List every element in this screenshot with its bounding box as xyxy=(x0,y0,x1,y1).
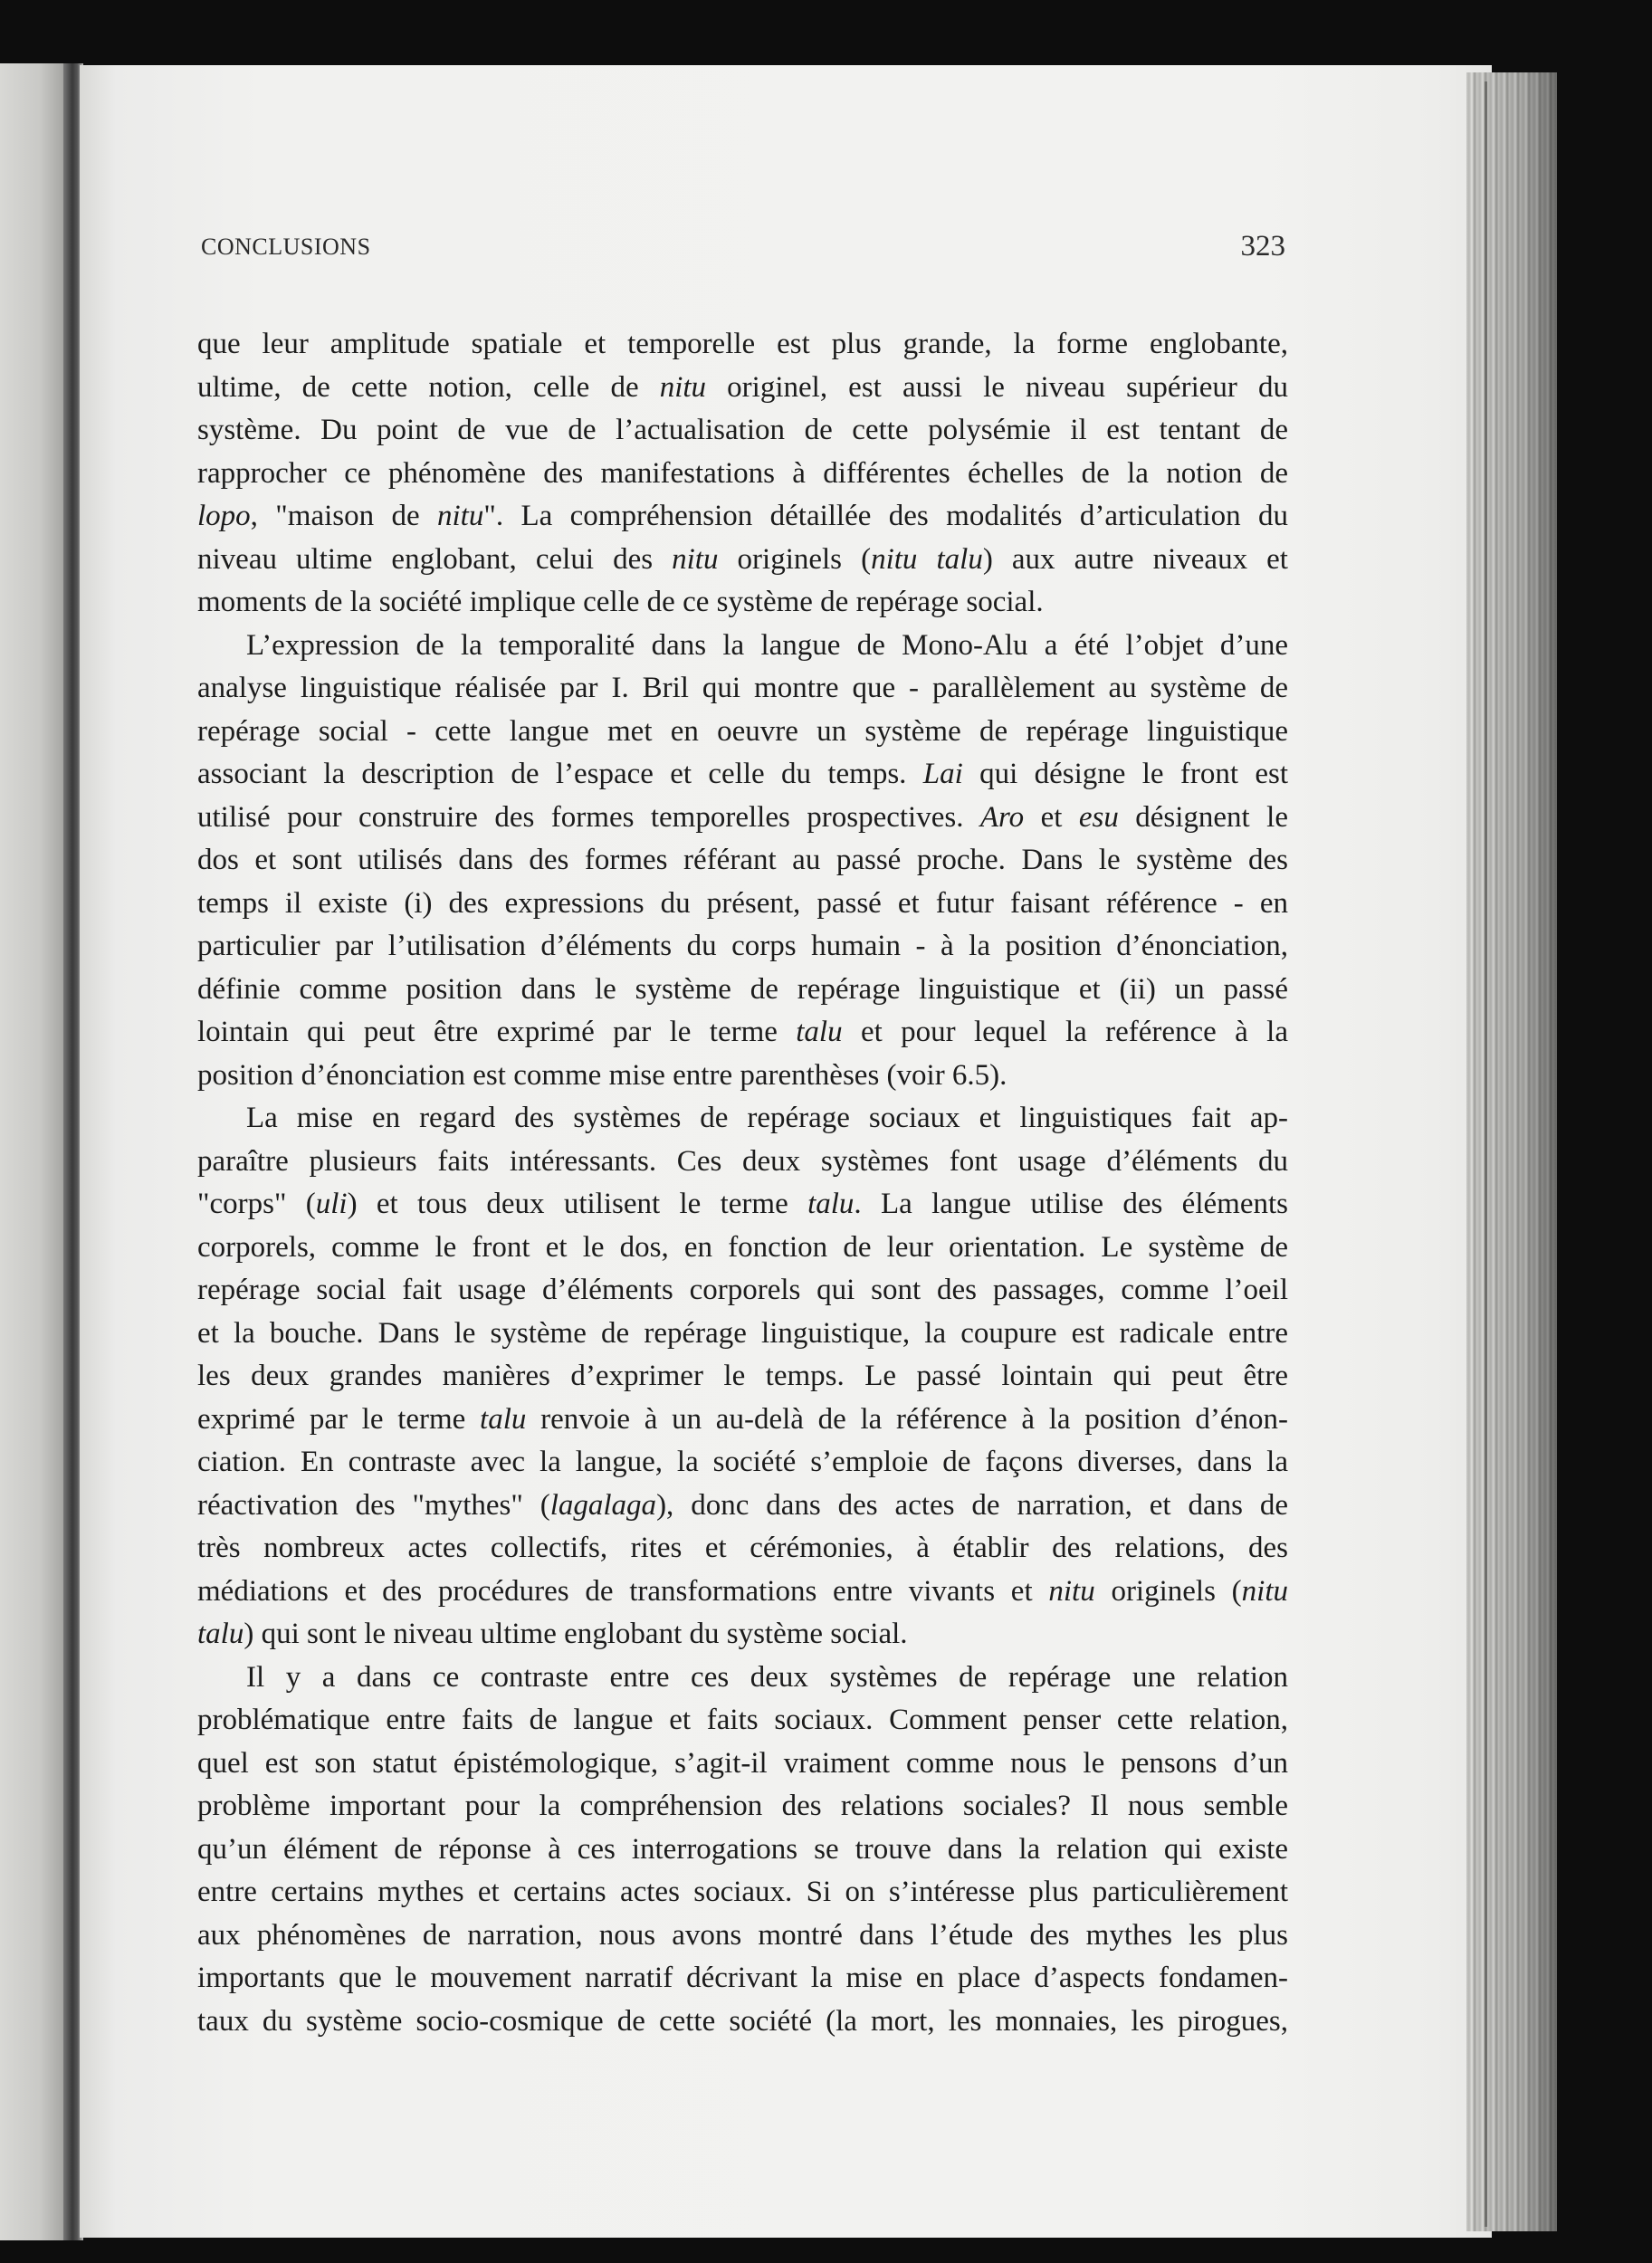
text-run: niveau ultime englobant, celui des xyxy=(197,542,673,576)
page-number: 323 xyxy=(1240,230,1285,263)
text-line xyxy=(197,753,1288,797)
text-line xyxy=(197,1055,1288,1098)
text-run: "corps" ( xyxy=(197,1188,316,1220)
italic-term: uli xyxy=(315,1188,348,1220)
text-run: exprimé par le terme xyxy=(197,1402,481,1436)
text-run: analyse linguistique réalisée par I. Bril qui montre que - parallèlement au système de xyxy=(197,672,1288,704)
text-run: aux phénomènes de narration, nous avons montré dans l’étude des mythes les plus xyxy=(197,1918,1288,1952)
text-run: associant la description de l’espace et celle du temps. xyxy=(197,758,923,790)
text-run: problématique entre faits de langue et faits sociaux. Comment penser cette relation, xyxy=(197,1704,1288,1736)
text-run: L’expression de la temporalité dans la langue de Mono-Alu a été l’objet d’une xyxy=(246,628,1288,662)
text-line xyxy=(197,667,1288,711)
text-line xyxy=(197,1657,1288,1700)
text-run: et xyxy=(1024,800,1079,834)
text-run: désignent le xyxy=(1118,800,1288,834)
text-line xyxy=(197,1441,1288,1485)
text-line xyxy=(197,1097,1288,1141)
text-run: problème important pour la compréhension des relations sociales? Il nous semble xyxy=(197,1790,1288,1822)
text-line xyxy=(197,625,1288,668)
text-line xyxy=(197,1183,1288,1227)
text-run: particulier par l’utilisation d’éléments du corps humain - à la position d’énonciation, xyxy=(197,930,1288,962)
text-run: médiations et des procédures de transformations entre vivants et xyxy=(197,1574,1049,1608)
text-run: utilisé pour construire des formes temporelles prospectives. xyxy=(197,800,980,834)
paragraph xyxy=(197,1097,1288,1657)
text-line xyxy=(197,1313,1288,1356)
text-line xyxy=(197,495,1288,539)
italic-term: lopo xyxy=(197,500,251,532)
text-run: système. Du point de vue de l’actualisation de cette polysémie il est tentant de xyxy=(197,414,1288,446)
italic-term: nitu xyxy=(437,500,484,532)
italic-term: nitu xyxy=(672,542,719,576)
text-run: ultime, de cette notion, celle de xyxy=(197,370,660,404)
text-run: et la bouche. Dans le système de repérage linguistique, la coupure est radicale entre xyxy=(197,1316,1288,1350)
text-line xyxy=(197,1785,1288,1829)
text-line xyxy=(197,883,1288,926)
text-line xyxy=(197,323,1288,367)
facing-page-edge xyxy=(0,63,72,2240)
italic-term: nitu xyxy=(1048,1574,1095,1608)
text-run: originel, est aussi le niveau supérieur du xyxy=(706,370,1288,404)
text-run: ), donc dans des actes de narration, et dans de xyxy=(656,1488,1288,1522)
text-line xyxy=(197,969,1288,1012)
text-line xyxy=(197,1485,1288,1528)
italic-term: nitu xyxy=(659,370,707,404)
text-run: qu’un élément de réponse à ces interrogations se trouve dans la relation qui existe xyxy=(197,1832,1288,1866)
text-run: réactivation des "mythes" ( xyxy=(197,1488,550,1522)
text-run: originels ( xyxy=(718,542,872,576)
text-line xyxy=(197,581,1288,625)
italic-term: talu xyxy=(197,1618,244,1650)
text-run: La mise en regard des systèmes de repérage sociaux et linguistiques fait ap- xyxy=(246,1102,1288,1134)
text-run: corporels, comme le front et le dos, en fonction de leur orientation. Le système de xyxy=(197,1230,1288,1264)
text-line xyxy=(197,1699,1288,1743)
text-run: ciation. En contraste avec la langue, la société s’emploie de façons diverses, dans la xyxy=(197,1446,1288,1478)
italic-term: talu xyxy=(807,1188,855,1220)
text-line xyxy=(197,711,1288,754)
text-run: les deux grandes manières d’exprimer le temps. Le passé lointain qui peut être xyxy=(197,1360,1288,1392)
italic-term: nitu talu xyxy=(871,542,983,576)
text-run: et pour lequel la reférence à la xyxy=(842,1016,1288,1048)
text-run: ) aux autre niveaux et xyxy=(982,542,1288,576)
page-stack-edges xyxy=(1466,72,1557,2231)
italic-term: Lai xyxy=(922,758,963,790)
text-line xyxy=(197,1957,1288,2000)
italic-term: lagalaga xyxy=(549,1488,657,1522)
text-line xyxy=(197,839,1288,883)
paragraph xyxy=(197,323,1288,625)
text-run: position d’énonciation est comme mise entre parenthèses (voir 6.5). xyxy=(197,1058,1007,1092)
text-line xyxy=(197,1743,1288,1786)
text-line xyxy=(197,1527,1288,1571)
text-line xyxy=(197,1399,1288,1442)
page-edge-shadow xyxy=(1485,81,1487,2227)
italic-term: talu xyxy=(796,1016,843,1048)
body-text xyxy=(197,323,1288,2043)
text-run: repérage social - cette langue met en oeuvre un système de repérage linguistique xyxy=(197,714,1288,748)
text-line xyxy=(197,797,1288,840)
text-run: entre certains mythes et certains actes sociaux. Si on s’intéresse plus particulièrement xyxy=(197,1876,1288,1908)
text-line xyxy=(197,1141,1288,1184)
italic-term: nitu xyxy=(1241,1574,1288,1608)
text-run: renvoie à un au-delà de la référence à la position d’énon- xyxy=(526,1402,1288,1436)
text-run: originels ( xyxy=(1094,1574,1242,1608)
text-line xyxy=(197,1914,1288,1958)
text-line xyxy=(197,1571,1288,1614)
text-run: moments de la société implique celle de ce système de repérage social. xyxy=(197,586,1044,618)
text-line xyxy=(197,367,1288,410)
text-line xyxy=(197,453,1288,496)
italic-term: talu xyxy=(480,1402,527,1436)
running-head: CONCLUSIONS xyxy=(201,234,371,260)
text-run: Il y a dans ce contraste entre ces deux systèmes de repérage une relation xyxy=(246,1660,1288,1694)
text-run: dos et sont utilisés dans des formes référant au passé proche. Dans le système des xyxy=(197,844,1288,876)
text-line xyxy=(197,2000,1288,2044)
paragraph xyxy=(197,1657,1288,2044)
text-line xyxy=(197,925,1288,969)
text-run: ) qui sont le niveau ultime englobant du système social. xyxy=(244,1618,908,1650)
text-run: ) et tous deux utilisent le terme xyxy=(347,1188,808,1220)
text-run: rapprocher ce phénomène des manifestations à différentes échelles de la notion de xyxy=(197,456,1288,490)
text-line xyxy=(197,539,1288,582)
text-run: . La langue utilise des éléments xyxy=(854,1188,1288,1220)
text-run: repérage social fait usage d’éléments corporels qui sont des passages, comme l’oeil xyxy=(197,1274,1288,1306)
text-run: ". La compréhension détaillée des modalités d’articulation du xyxy=(483,500,1288,532)
text-line xyxy=(197,1227,1288,1270)
text-run: définie comme position dans le système de repérage linguistique et (ii) un passé xyxy=(197,972,1288,1006)
text-run: quel est son statut épistémologique, s’agit-il vraiment comme nous le pensons d’un xyxy=(197,1746,1288,1780)
text-run: , "maison de xyxy=(250,500,438,532)
text-line xyxy=(197,1829,1288,1872)
text-run: qui désigne le front est xyxy=(962,758,1288,790)
text-line xyxy=(197,1011,1288,1055)
text-run: lointain qui peut être exprimé par le terme xyxy=(197,1016,797,1048)
text-run: que leur amplitude spatiale et temporelle est plus grande, la forme englobante, xyxy=(197,328,1288,360)
italic-term: Aro xyxy=(979,800,1025,834)
text-run: très nombreux actes collectifs, rites et cérémonies, à établir des relations, des xyxy=(197,1532,1288,1564)
paragraph xyxy=(197,625,1288,1098)
text-line xyxy=(197,1613,1288,1657)
text-line xyxy=(197,1871,1288,1914)
text-run: importants que le mouvement narratif décrivant la mise en place d’aspects fondamen- xyxy=(197,1962,1288,1994)
text-line xyxy=(197,1355,1288,1399)
text-line xyxy=(197,409,1288,453)
text-run: temps il existe (i) des expressions du présent, passé et futur faisant référence - en xyxy=(197,886,1288,920)
italic-term: esu xyxy=(1078,800,1119,834)
text-run: paraître plusieurs faits intéressants. Ces deux systèmes font usage d’éléments du xyxy=(197,1144,1288,1178)
text-run: taux du système socio-cosmique de cette société (la mort, les monnaies, les pirogues, xyxy=(197,2004,1288,2038)
text-line xyxy=(197,1269,1288,1313)
